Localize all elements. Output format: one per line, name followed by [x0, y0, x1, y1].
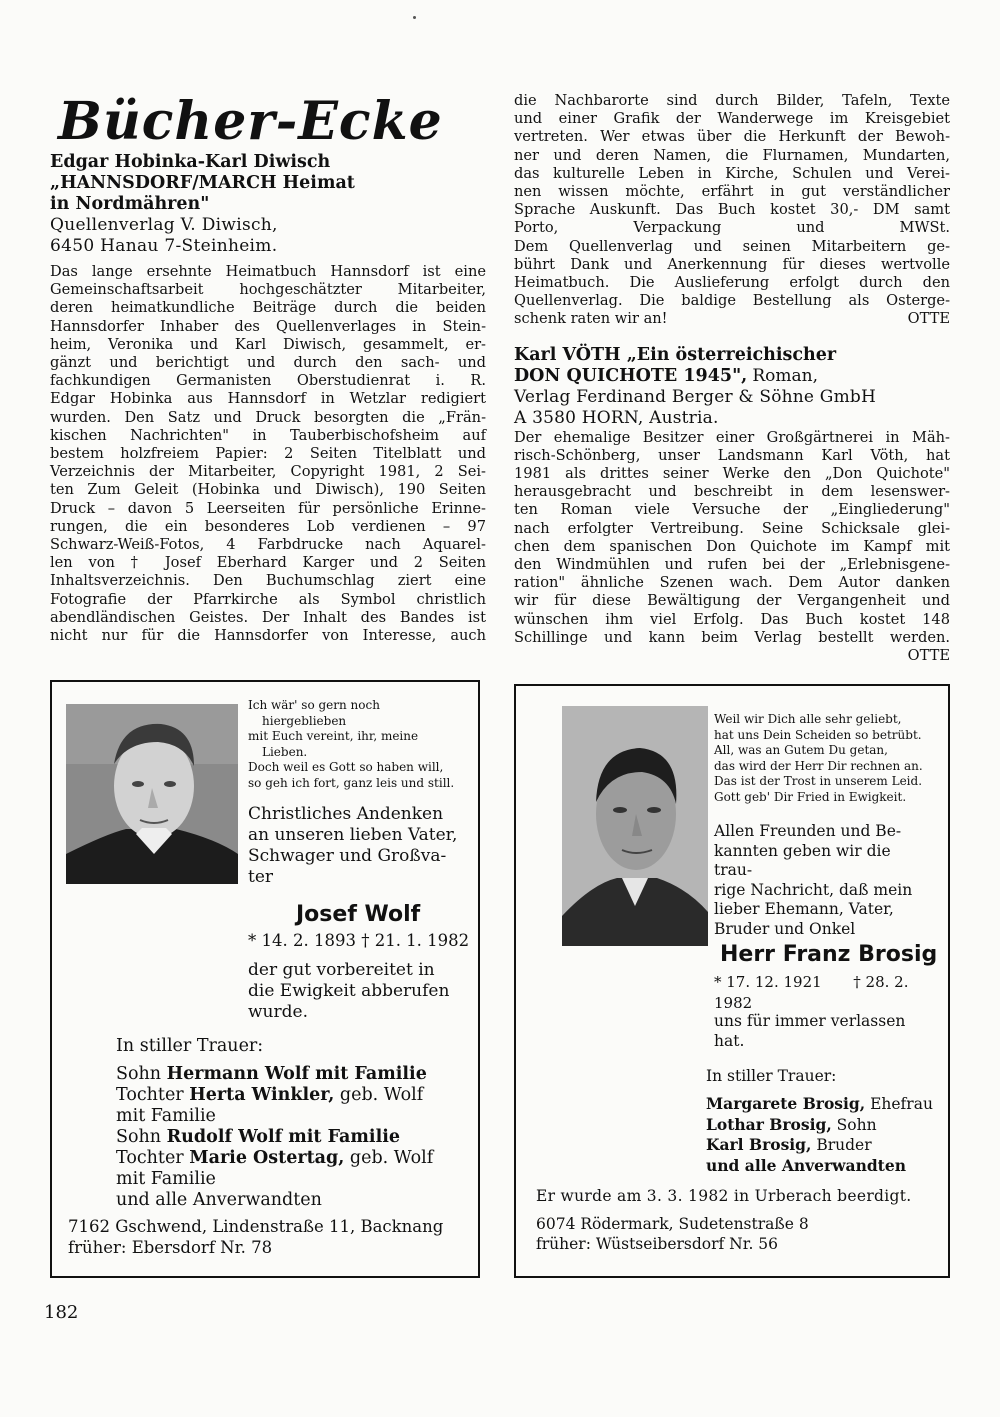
body-line: Hannsdorfer Inhaber des Quellenverlages in Stein-	[50, 317, 486, 335]
body-line: 1981 als drittes seiner Werke den „Don Quichote"	[514, 465, 950, 483]
body-line: die Nachbarorte sind durch Bilder, Tafeln, Texte	[514, 92, 950, 109]
body-line: Inhaltsverzeichnis. Den Buchumschlag ziert eine	[50, 572, 486, 590]
body-line: nen wissen möchte, erfährt in gut verständlicher	[514, 183, 950, 201]
body-line: wir für diese Bewältigung der Vergangenheit und	[514, 592, 950, 610]
relation: mit Familie	[116, 1106, 216, 1126]
address-block	[536, 1214, 809, 1254]
poem-line: hiergeblieben	[262, 713, 347, 728]
body-line: vertreten. Wer etwas über die Herkunft der Bewoh-	[514, 128, 950, 146]
publisher	[50, 215, 486, 257]
body-line: abendländischen Geistes. Der Inhalt des Bandes ist	[50, 608, 486, 626]
body-line: das kulturelle Leben in Kirche, Schulen und Verei-	[514, 164, 950, 182]
title-part: „Ein österreichischer	[626, 344, 837, 365]
genre: Roman,	[752, 365, 819, 386]
body-line: herausgebracht und beschreibt in dem lesenswer-	[514, 483, 950, 501]
family-list	[706, 1094, 936, 1176]
author: Karl VÖTH	[514, 344, 621, 365]
poem-line: Lieben.	[262, 744, 308, 759]
body-line: Fotografie der Pfarrkirche als Symbol christlich	[50, 590, 486, 608]
member-note: Sohn	[831, 1115, 877, 1134]
publisher-line: Quellenverlag V. Diwisch,	[50, 215, 278, 235]
deceased-name: Josef Wolf	[296, 902, 421, 927]
body-line: Quellenverlag. Die baldige Bestellung als Osterge-	[514, 292, 950, 310]
death-date: † 28. 2. 1982	[714, 973, 909, 1012]
title-line: „HANNSDORF/MARCH Heimat	[50, 173, 355, 193]
body-line: wurden. Den Satz und Druck besorgten die „Frän-	[50, 408, 486, 426]
family-member	[706, 1115, 936, 1136]
second-article	[514, 345, 950, 666]
former-address: früher: Wüstseibersdorf Nr. 56	[536, 1235, 779, 1253]
family-member	[706, 1156, 936, 1177]
title-line: in Nordmähren"	[50, 194, 210, 214]
body-line: Dem Quellenverlag und seinen Mitarbeitern ge-	[514, 237, 950, 255]
address-block	[68, 1216, 468, 1258]
relation: Sohn	[116, 1127, 167, 1147]
relation: und alle Anverwandten	[116, 1190, 322, 1210]
body-line: und einer Grafik der Wanderwege im Kreisgebiet	[514, 110, 950, 128]
article-title	[50, 152, 486, 215]
poem-line: das wird der Herr Dir rechnen an.	[714, 758, 923, 773]
portrait-photo	[66, 704, 238, 884]
poem-line: hat uns Dein Scheiden so betrübt.	[714, 727, 922, 742]
family-member	[706, 1094, 936, 1115]
body-line: ration" ähnliche Szenen wach. Dem Autor danken	[514, 574, 950, 592]
member-name: Karl Brosig,	[706, 1135, 812, 1155]
body-line: Schwarz-Weiß-Fotos, 4 Farbdrucke nach Aquarel-	[50, 536, 486, 554]
body-line: rungen, die ein besonderes Lob verdienen – 97	[50, 517, 486, 535]
memorial-poem	[714, 712, 944, 805]
body-line: deren heimatkundliche Beiträge durch die beiden	[50, 299, 486, 317]
member-name: Herta Winkler,	[189, 1085, 335, 1105]
publisher	[514, 387, 950, 429]
member-name: Marie Ostertag,	[189, 1148, 345, 1168]
intro-line: an unseren lieben Vater,	[248, 825, 458, 845]
body-line: heim, Veronika und Karl Diwisch, gesammelt, er-	[50, 335, 486, 353]
intro-line: Christliches Andenken	[248, 804, 444, 824]
member-note: geb. Wolf	[344, 1148, 434, 1168]
body-line: Edgar Hobinka aus Hannsdorf in Wetzlar redigiert	[50, 390, 486, 408]
body-line: Heimatbuch. Die Auslieferung erfolgt durch den	[514, 274, 950, 292]
relation: Tochter	[116, 1085, 190, 1105]
right-column	[514, 92, 950, 665]
section-title: Bücher-Ecke	[58, 91, 443, 152]
after-line: die Ewigkeit abberufen	[248, 981, 450, 1001]
family-member	[116, 1190, 466, 1211]
page-number: 182	[44, 1302, 79, 1323]
body-line: kischen Nachrichten" in Tauberbischofsheim auf	[50, 426, 486, 444]
closing-line	[514, 310, 950, 328]
relation: Tochter	[116, 1148, 190, 1168]
article-title	[514, 345, 950, 366]
relation: mit Familie	[116, 1169, 216, 1189]
body-line: den Windmühlen und rufen bei der „Erlebnisgene-	[514, 556, 950, 574]
article-body-continued	[514, 92, 950, 310]
publisher-line: Verlag Ferdinand Berger & Söhne GmbH	[514, 386, 876, 407]
signature: OTTE	[907, 310, 950, 328]
member-name: Hermann Wolf mit Familie	[166, 1064, 427, 1084]
body-line: risch-Schönberg, unser Landsmann Karl Vöth, hat	[514, 446, 950, 464]
address: 7162 Gschwend, Lindenstraße 11, Backnang	[68, 1217, 444, 1236]
body-line: Der ehemalige Besitzer einer Großgärtnerei in Mäh-	[514, 428, 950, 446]
after-text	[248, 960, 470, 1023]
body-line: nicht nur für die Hannsdorfer von Interesse, auch	[50, 627, 486, 645]
member-name: und alle Anverwandten	[706, 1155, 906, 1175]
memorial-poem	[248, 698, 470, 791]
former-address: früher: Ebersdorf Nr. 78	[68, 1238, 273, 1257]
body-line: chen dem spanischen Don Quichote im Kampf mit	[514, 537, 950, 555]
body-line: Gemeinschaftsarbeit hochgeschätzter Mitarbeiter,	[50, 281, 486, 299]
member-name: Lothar Brosig,	[706, 1114, 832, 1134]
poem-line: mit Euch vereint, ihr, meine	[248, 729, 419, 743]
relation: Sohn	[116, 1064, 167, 1084]
body-line: ten Roman viele Versuche der „Eingliederung"	[514, 501, 950, 519]
member-note: Bruder	[811, 1136, 872, 1155]
publisher-line: 6450 Hanau 7-Steinheim.	[50, 236, 278, 256]
mourning-heading: In stiller Trauer:	[116, 1036, 264, 1056]
poem-line: Ich wär' so gern noch	[248, 698, 380, 712]
body-line: ner und deren Namen, die Flurnamen, Mundarten,	[514, 146, 950, 164]
family-member	[116, 1064, 466, 1085]
life-dates	[714, 972, 948, 1014]
after-line: hat.	[714, 1031, 745, 1050]
family-member	[116, 1148, 466, 1169]
after-line: der gut vorbereitet in	[248, 960, 435, 980]
after-line: wurde.	[248, 1002, 308, 1022]
intro-text	[248, 804, 470, 888]
poem-line: Weil wir Dich alle sehr geliebt,	[714, 712, 902, 726]
family-member	[116, 1127, 466, 1148]
body-line: bestem holzfreiem Papier: 2 Seiten Titelblatt und	[50, 445, 486, 463]
intro-line: Schwager und Großva-	[248, 846, 447, 866]
family-member	[706, 1135, 936, 1156]
signature: OTTE	[907, 647, 950, 665]
after-text	[714, 1012, 928, 1051]
body-line: Porto, Verpackung und MWSt.	[514, 219, 950, 237]
closing-text: schenk raten wir an!	[514, 310, 668, 328]
intro-text	[714, 822, 928, 940]
member-note: geb. Wolf	[334, 1085, 424, 1105]
mourning-heading: In stiller Trauer:	[706, 1067, 837, 1085]
body-line: Schillinge und kann beim Verlag bestellt werden.	[514, 628, 950, 646]
body-line: len von † Josef Eberhard Karger und 2 Seiten	[50, 554, 486, 572]
body-line: ten Zum Geleit (Hobinka und Diwisch), 190 Seiten	[50, 481, 486, 499]
poem-line: Das ist der Trost in unserem Leid.	[714, 774, 923, 788]
obituary-josef-wolf	[50, 680, 480, 1278]
deceased-name: Herr Franz Brosig	[720, 942, 938, 967]
life-dates: * 14. 2. 1893 † 21. 1. 1982	[248, 931, 470, 950]
intro-line: ter	[248, 867, 274, 887]
intro-line: Allen Freunden und Be-	[714, 822, 902, 840]
poem-line: Doch weil es Gott so haben will,	[248, 760, 444, 774]
body-line: Das lange ersehnte Heimatbuch Hannsdorf ist eine	[50, 263, 486, 280]
family-member	[116, 1085, 466, 1106]
poem-line: Gott geb' Dir Fried in Ewigkeit.	[714, 789, 907, 804]
body-line: Verzeichnis der Mitarbeiter, Copyright 1981, 2 Sei-	[50, 463, 486, 481]
speck	[413, 16, 416, 19]
after-line: uns für immer verlassen	[714, 1012, 906, 1030]
poem-line: All, was an Gutem Du getan,	[714, 743, 888, 757]
publisher-line: A 3580 HORN, Austria.	[514, 407, 719, 428]
article-body	[514, 429, 950, 647]
body-line: bührt Dank und Anerkennung für dieses wertvolle	[514, 255, 950, 273]
body-line: wünschen ihm viel Erfolg. Das Buch kostet 148	[514, 610, 950, 628]
burial-note: Er wurde am 3. 3. 1982 in Urberach beerdigt.	[536, 1187, 912, 1205]
intro-line: kannten geben wir die trau-	[714, 841, 891, 880]
portrait-image	[562, 706, 708, 946]
family-member	[116, 1169, 466, 1190]
body-line: Druck – davon 5 Leerseiten für persönliche Erinne-	[50, 499, 486, 517]
member-name: Margarete Brosig,	[706, 1094, 866, 1113]
portrait-image	[66, 704, 238, 884]
member-note: Ehefrau	[865, 1095, 933, 1113]
body-line: nach erfolgter Vertreibung. Seine Schicksale glei-	[514, 519, 950, 537]
title-line: Edgar Hobinka-Karl Diwisch	[50, 152, 331, 172]
title-part: DON QUICHOTE 1945",	[514, 365, 748, 386]
address: 6074 Rödermark, Sudetenstraße 8	[536, 1215, 809, 1233]
poem-line: so geh ich fort, ganz leis und still.	[248, 775, 455, 790]
body-line: fachkundigen Germanisten Oberstudienrat i. R.	[50, 372, 486, 390]
birth-date: * 17. 12. 1921	[714, 973, 822, 991]
obituary-franz-brosig	[514, 684, 950, 1278]
article-body	[50, 263, 486, 645]
body-line: gänzt und berichtigt und durch den sach- und	[50, 354, 486, 372]
article-title-line2	[514, 366, 950, 387]
intro-line: lieber Ehemann, Vater,	[714, 900, 894, 919]
intro-line: Bruder und Onkel	[714, 919, 856, 938]
family-list	[116, 1064, 466, 1211]
left-article	[50, 152, 486, 645]
intro-line: rige Nachricht, daß mein	[714, 880, 913, 899]
body-line: Sprache Auskunft. Das Buch kostet 30,- DM samt	[514, 201, 950, 219]
family-member	[116, 1106, 466, 1127]
member-name: Rudolf Wolf mit Familie	[166, 1127, 400, 1147]
portrait-photo	[562, 706, 708, 946]
